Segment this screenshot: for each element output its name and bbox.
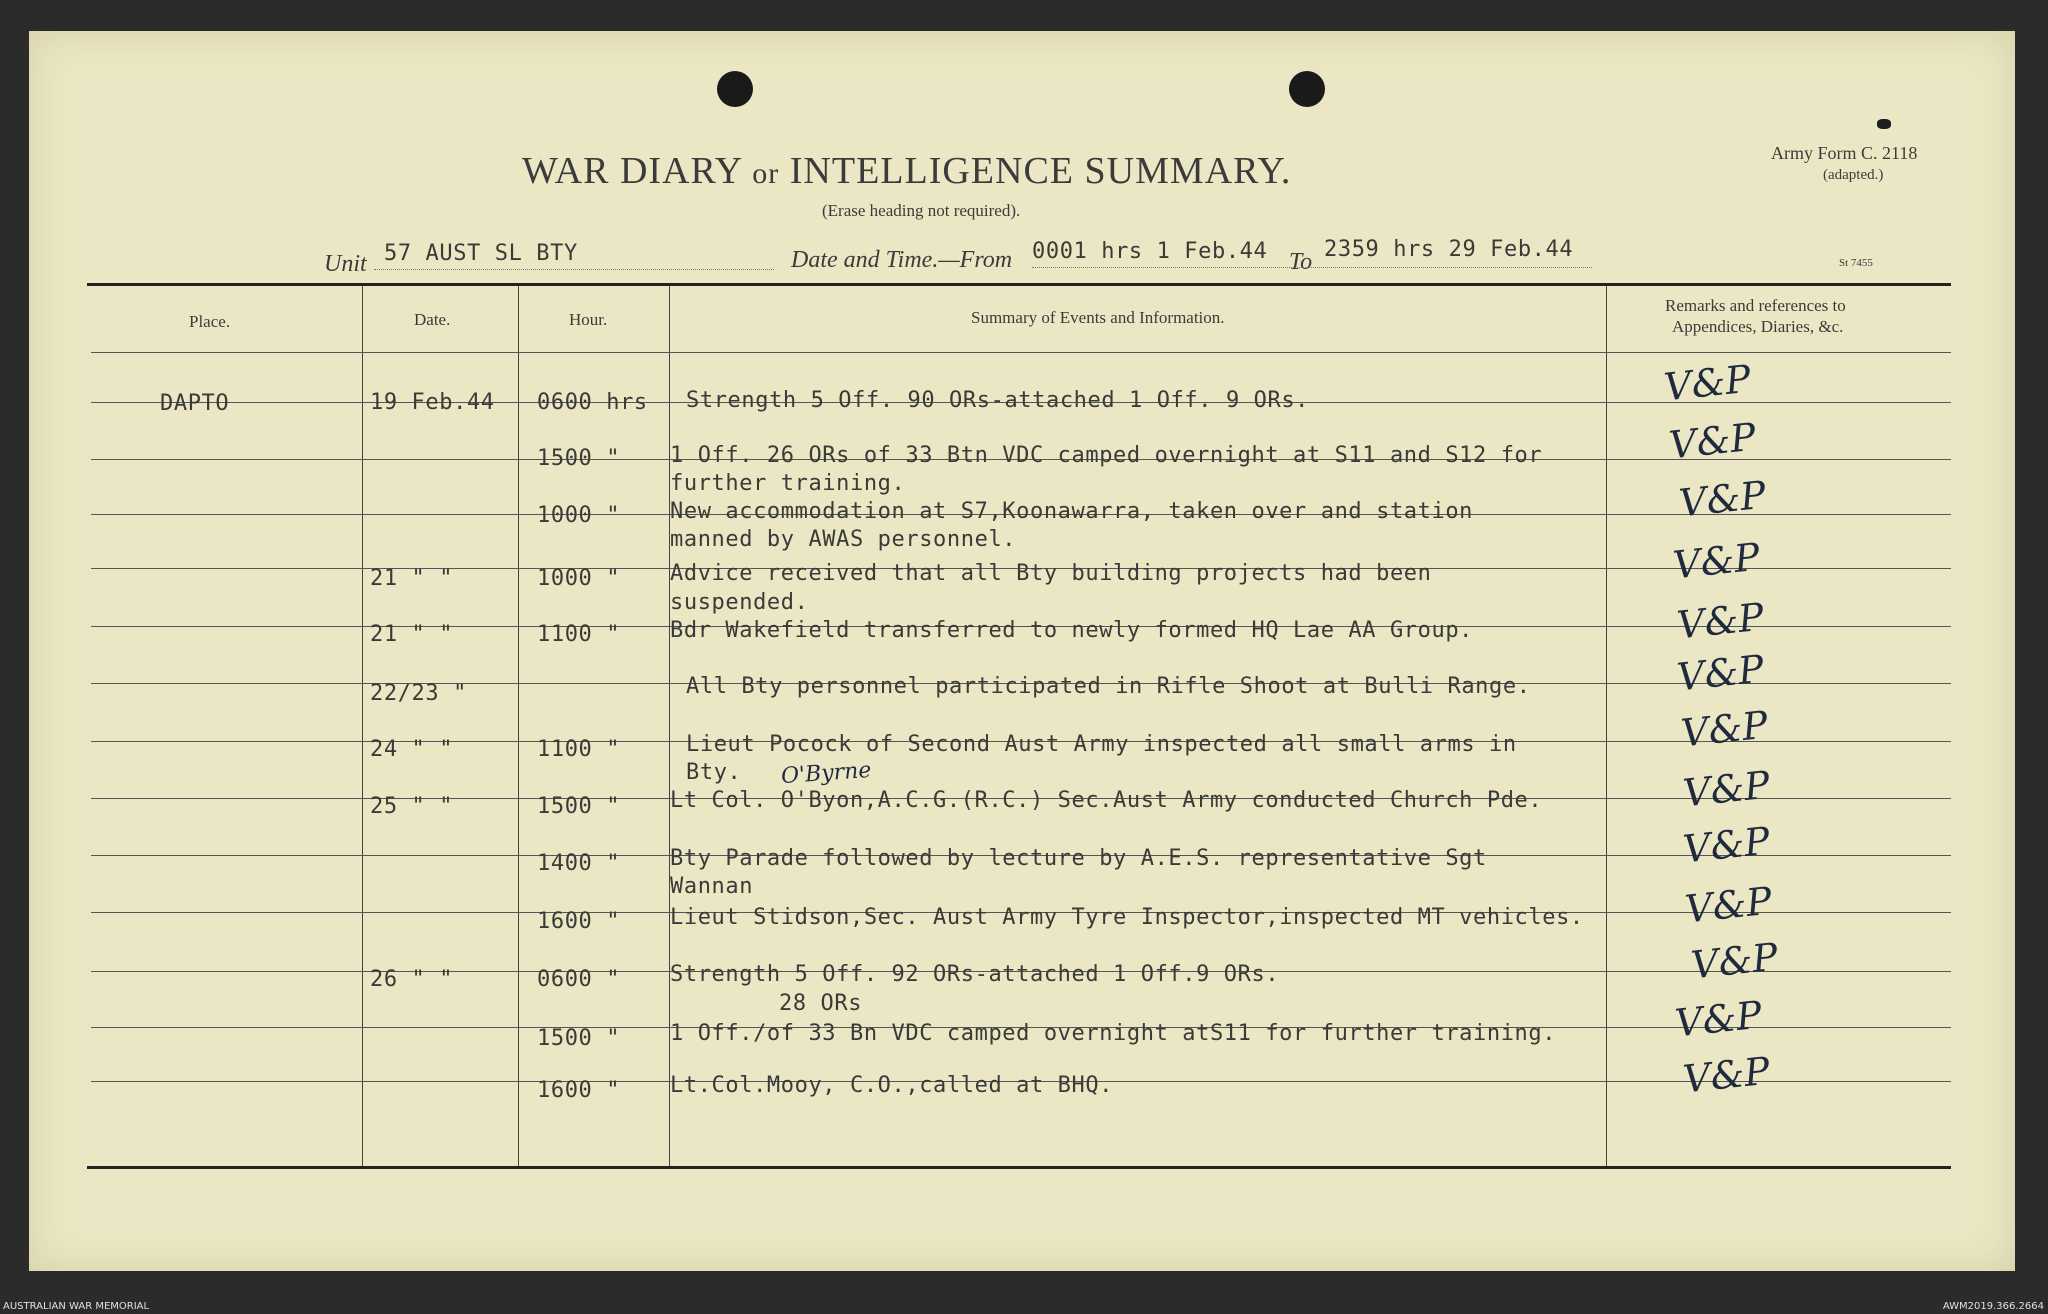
row-summary-cont: further training. — [670, 471, 906, 496]
column-header-summary: Summary of Events and Information. — [971, 308, 1225, 327]
column-header-date: Date. — [414, 310, 451, 329]
row-date: 21 " " — [370, 622, 454, 647]
column-divider-4 — [1606, 286, 1607, 1166]
row-hour: 1000 " — [537, 503, 621, 528]
row-date: 26 " " — [370, 967, 454, 992]
column-header-remarks-line2: Appendices, Diaries, &c. — [1672, 317, 1844, 336]
row-initials: V&P — [1676, 472, 1768, 526]
row-summary-cont: suspended. — [670, 590, 809, 615]
diary-page — [29, 31, 2015, 1271]
column-header-place: Place. — [189, 312, 231, 331]
handwritten-annotation: O'Byrne — [780, 757, 873, 790]
row-initials: V&P — [1666, 414, 1758, 468]
row-hour: 0600 " — [537, 967, 621, 992]
army-form-number: Army Form C. 2118 — [1771, 143, 1918, 163]
date-rule — [1032, 267, 1592, 268]
row-place: DAPTO — [160, 391, 230, 416]
row-initials: V&P — [1688, 934, 1780, 988]
row-initials: V&P — [1672, 992, 1764, 1046]
row-hour: 1500 " — [537, 1026, 621, 1051]
row-summary: New accommodation at S7,Koonawarra, taken over and station — [670, 499, 1474, 524]
row-summary: Lt Col. O'Byon,A.C.G.(R.C.) Sec.Aust Army conducted Church Pde. — [670, 788, 1543, 813]
row-summary: Lieut Pocock of Second Aust Army inspected all small arms in — [686, 732, 1517, 757]
row-initials: V&P — [1682, 878, 1774, 932]
row-hour: 1600 " — [537, 1078, 621, 1103]
date-time-label: Date and Time.—From — [791, 247, 1013, 273]
header-rule — [91, 352, 1951, 353]
handwritten-annotation: 28 ORs — [779, 991, 863, 1016]
archive-reference: AWM2019.366.2664 — [1942, 1301, 2044, 1312]
paper-tear-mark — [1877, 119, 1891, 129]
row-summary: 1 Off./of 33 Bn VDC camped overnight atS11 for further training. — [670, 1021, 1557, 1046]
punch-hole-left — [717, 71, 753, 107]
army-form-adapted: (adapted.) — [1823, 167, 1884, 183]
row-initials: V&P — [1680, 818, 1772, 872]
row-hour: 1100 " — [537, 737, 621, 762]
row-hour: 1500 " — [537, 446, 621, 471]
row-summary: All Bty personnel participated in Rifle Shoot at Bulli Range. — [686, 674, 1531, 699]
page-subtitle: (Erase heading not required). — [822, 201, 1021, 220]
row-hour: 1500 " — [537, 794, 621, 819]
row-hour: 1600 " — [537, 909, 621, 934]
row-summary: Bdr Wakefield transferred to newly formed HQ Lae AA Group. — [670, 618, 1474, 643]
page-title: WAR DIARY or INTELLIGENCE SUMMARY. — [522, 150, 1292, 192]
row-initials: V&P — [1674, 646, 1766, 700]
from-value: 0001 hrs 1 Feb.44 — [1032, 239, 1268, 264]
row-initials: V&P — [1680, 1048, 1772, 1102]
row-initials: V&P — [1670, 534, 1762, 588]
row-initials: V&P — [1678, 702, 1770, 756]
stock-code: St 7455 — [1839, 257, 1873, 269]
row-date: 25 " " — [370, 794, 454, 819]
row-summary-cont: Bty. — [686, 760, 742, 785]
row-summary: Bty Parade followed by lecture by A.E.S. representative Sgt — [670, 846, 1487, 871]
row-hour: 1400 " — [537, 851, 621, 876]
column-divider-2 — [518, 286, 519, 1166]
row-summary: Strength 5 Off. 92 ORs-attached 1 Off.9 ORs. — [670, 962, 1280, 987]
unit-label: Unit — [324, 251, 367, 277]
row-hour: 1100 " — [537, 622, 621, 647]
row-summary: Advice received that all Bty building projects had been — [670, 561, 1432, 586]
to-value: 2359 hrs 29 Feb.44 — [1324, 237, 1574, 262]
row-date: 21 " " — [370, 566, 454, 591]
row-summary-cont: Wannan — [670, 874, 754, 899]
to-label: To — [1289, 249, 1313, 275]
punch-hole-right — [1289, 71, 1325, 107]
row-initials: V&P — [1661, 356, 1753, 410]
archive-credit: AUSTRALIAN WAR MEMORIAL — [3, 1301, 150, 1312]
row-summary: Lieut Stidson,Sec. Aust Army Tyre Inspector,inspected MT vehicles. — [670, 905, 1584, 930]
row-summary: Lt.Col.Mooy, C.O.,called at BHQ. — [670, 1073, 1114, 1098]
table-bottom-rule — [87, 1166, 1951, 1169]
row-initials: V&P — [1680, 762, 1772, 816]
row-summary: Strength 5 Off. 90 ORs-attached 1 Off. 9 ORs. — [686, 388, 1310, 413]
row-date: 22/23 " — [370, 681, 467, 706]
row-hour: 0600 hrs — [537, 390, 648, 415]
table-top-rule — [87, 283, 1951, 286]
row-initials: V&P — [1674, 594, 1766, 648]
column-header-hour: Hour. — [569, 310, 608, 329]
unit-rule — [374, 269, 774, 270]
column-divider-1 — [362, 286, 363, 1166]
row-summary-cont: manned by AWAS personnel. — [670, 527, 1017, 552]
row-hour: 1000 " — [537, 566, 621, 591]
unit-value: 57 AUST SL BTY — [384, 241, 578, 266]
column-header-remarks-line1: Remarks and references to — [1665, 296, 1846, 315]
row-summary: 1 Off. 26 ORs of 33 Btn VDC camped overnight at S11 and S12 for — [670, 443, 1543, 468]
row-date: 24 " " — [370, 737, 454, 762]
row-date: 19 Feb.44 — [370, 390, 495, 415]
